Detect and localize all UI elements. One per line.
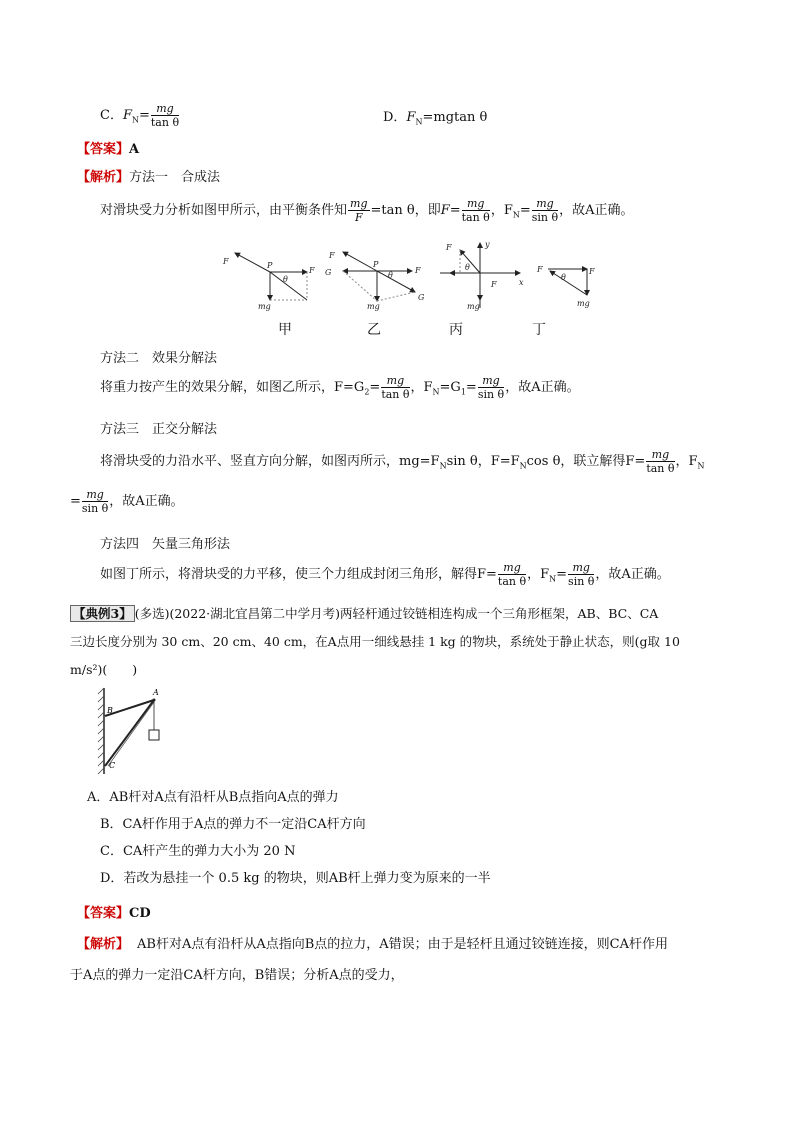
yi-g2-label: G (325, 268, 332, 277)
p2-a: 将重力按产生的效果分解，如图乙所示，F=G (100, 380, 365, 395)
choice-d: D．若改为悬挂一个 0.5 kg 的物块，则AB杆上弹力变为原来的一半 (100, 871, 491, 886)
p4-d1: tan θ (497, 575, 527, 588)
option-d-rest: =mgtan θ (422, 110, 488, 125)
p3-frac2 (82, 488, 108, 515)
bing-y-label: y (485, 240, 490, 249)
p1-f: = (519, 203, 531, 218)
analysis-2-text1: AB杆对A点有沿杆从A点指向B点的拉力，A错误；由于是轻杆且通过铰链连接，则CA杆作用 (137, 937, 669, 952)
paragraph-1 (100, 197, 634, 224)
option-c-den: tan θ (150, 116, 180, 129)
p3-sub: N (439, 461, 447, 471)
p3-n1: mg (646, 448, 674, 462)
option-d (383, 106, 487, 127)
p3-c: cos θ，联立解得F= (526, 454, 646, 469)
option-c-fraction (151, 102, 179, 129)
method-1-title: 方法一 合成法 (129, 170, 221, 185)
jia-fn-label: F (223, 257, 229, 266)
p1-n2: mg (462, 197, 490, 211)
yi-mg-label: mg (367, 302, 380, 311)
option-d-label: D． (383, 110, 407, 125)
p1-frac1 (348, 197, 369, 224)
p1-a: 对滑块受力分析如图甲所示，由平衡条件知 (100, 203, 348, 218)
analysis-2-line2: 于A点的弹力一定沿CA杆方向，B错误；分析A点的受力， (70, 968, 404, 983)
p3-d: ，F (675, 454, 698, 469)
caption-bing: 丙 (449, 322, 463, 338)
figure-ding (536, 265, 595, 308)
p4-sub: N (549, 574, 557, 584)
ding-mg-label: mg (577, 299, 590, 308)
frame-label-a: A (153, 688, 159, 697)
p2-c: ，F (410, 380, 433, 395)
p2-d1: tan θ (381, 388, 410, 401)
p2-s2: 2 (364, 387, 370, 397)
jia-p-label: P (267, 261, 273, 270)
p3-n2: mg (82, 488, 108, 502)
answer-1 (77, 138, 139, 157)
jia-mg-label: mg (258, 302, 271, 311)
p1-b: =tan θ，即 (370, 203, 441, 218)
choice-c: C．CA杆产生的弹力大小为 20 N (100, 844, 296, 859)
p1-d3: sin θ (531, 211, 559, 224)
figure-yi (325, 251, 425, 311)
p4-a: 如图丁所示，将滑块受的力平移，使三个力组成封闭三角形，解得F= (100, 567, 497, 582)
paragraph-3-cont (70, 488, 184, 515)
answer-1-tag: 【答案】 (77, 142, 130, 157)
p1-g: ，故A正确。 (559, 203, 634, 218)
p4-b: ，F (527, 567, 550, 582)
p1-d1: F (354, 211, 363, 224)
p1-d2: tan θ (461, 211, 490, 224)
paragraph-4 (100, 561, 670, 588)
analysis-2-tag: 【解析】 (77, 937, 130, 952)
example-3-line3: m/s²)( ) (70, 662, 138, 677)
bing-f-label: F (491, 280, 497, 289)
p2-n1: mg (381, 374, 409, 388)
triangle-frame-figure (96, 686, 176, 778)
p4-n2: mg (568, 561, 594, 575)
option-c-sub: N (131, 115, 139, 125)
bing-fn-label: F (446, 243, 452, 252)
option-c (100, 102, 180, 129)
p2-s1: 1 (460, 387, 466, 397)
yi-p-label: P (373, 260, 379, 269)
option-d-sub: N (415, 117, 423, 127)
analysis-1-heading (77, 166, 220, 185)
p2-n2: mg (478, 374, 504, 388)
caption-yi: 乙 (367, 322, 381, 338)
p3-d1: tan θ (646, 462, 675, 475)
option-c-eq: = (138, 108, 150, 123)
answer-2 (77, 902, 151, 921)
yi-f-label: F (415, 266, 421, 275)
option-c-f: F (122, 108, 132, 123)
p3-f: ，故A正确。 (109, 494, 184, 509)
frame-label-b: B (107, 706, 113, 715)
method-2-title: 方法二 效果分解法 (100, 351, 218, 366)
p3-sub2: N (519, 461, 527, 471)
force-diagrams (215, 238, 605, 318)
p4-n1: mg (498, 561, 526, 575)
choice-a: A．AB杆对A点有沿杆从B点指向A点的弹力 (87, 790, 339, 805)
analysis-2-line1 (77, 933, 668, 952)
option-c-num: mg (151, 102, 179, 116)
answer-2-value: CD (129, 906, 151, 921)
jia-theta-label: θ (283, 275, 288, 284)
choice-b: B．CA杆作用于A点的弹力不一定沿CA杆方向 (100, 817, 366, 832)
p2-frac2 (478, 374, 504, 401)
method-3-title: 方法三 正交分解法 (100, 422, 218, 437)
frame-label-c: C (109, 761, 116, 770)
p3-frac1 (646, 448, 674, 475)
p3-a: 将滑块受的力沿水平、竖直方向分解，如图丙所示，mg=F (100, 454, 440, 469)
p2-frac1 (381, 374, 409, 401)
p4-frac1 (498, 561, 526, 588)
yi-fn-label: F (329, 251, 335, 260)
p1-frac2 (462, 197, 490, 224)
bing-mg-label: mg (467, 302, 480, 311)
p1-c: F= (440, 203, 461, 218)
p1-n3: mg (532, 197, 558, 211)
yi-theta-label: θ (388, 271, 393, 280)
paragraph-2 (100, 374, 580, 401)
example-3-line2: 三边长度分别为 30 cm、20 cm、40 cm，在A点用一细线悬挂 1 kg 的物块，系统处于静止状态，则(g取 10 (70, 634, 680, 649)
example-3-text: (多选)(2022·湖北宜昌第二中学月考)两轻杆通过铰链相连构成一个三角形框架，AB、BC、CA (134, 606, 659, 621)
option-c-label: C． (100, 108, 123, 123)
bing-theta-label: θ (465, 263, 470, 272)
figure-bing (440, 240, 524, 311)
p2-b: = (369, 380, 381, 395)
p4-frac2 (568, 561, 594, 588)
yi-g1-label: G (418, 293, 425, 302)
ding-theta-label: θ (561, 273, 566, 282)
answer-1-value: A (129, 142, 140, 157)
p4-c: = (556, 567, 568, 582)
answer-2-tag: 【答案】 (77, 906, 130, 921)
p1-frac3 (532, 197, 558, 224)
example-3-tag: 【典例3】 (70, 605, 135, 622)
caption-jia: 甲 (278, 322, 292, 338)
p3-e: = (70, 494, 81, 509)
p3-b: sin θ，F=F (446, 454, 520, 469)
example-3-line1 (70, 604, 658, 622)
p2-sub: N (432, 387, 440, 397)
p2-d2: sin θ (477, 388, 505, 401)
analysis-1-tag: 【解析】 (77, 170, 130, 185)
p3-d2: sin θ (81, 502, 109, 515)
p2-e: = (465, 380, 477, 395)
paragraph-3 (100, 448, 705, 475)
p1-n1: mg (350, 197, 368, 210)
p4-d2: sin θ (568, 575, 595, 588)
p1-e: ，F (490, 203, 513, 218)
ding-f-label: F (589, 267, 595, 276)
ding-fn-label: F (537, 265, 543, 274)
p2-f: ，故A正确。 (505, 380, 580, 395)
figure-jia (222, 253, 315, 311)
p4-d: ，故A正确。 (595, 567, 670, 582)
p3-sub3: N (697, 461, 705, 471)
option-d-f: F (406, 110, 416, 125)
method-4-title: 方法四 矢量三角形法 (100, 537, 231, 552)
p2-d: =G (439, 380, 461, 395)
caption-ding: 丁 (532, 322, 546, 338)
p1-sub: N (512, 210, 520, 220)
jia-f-label: F (309, 266, 315, 275)
bing-x-label: x (519, 278, 524, 287)
